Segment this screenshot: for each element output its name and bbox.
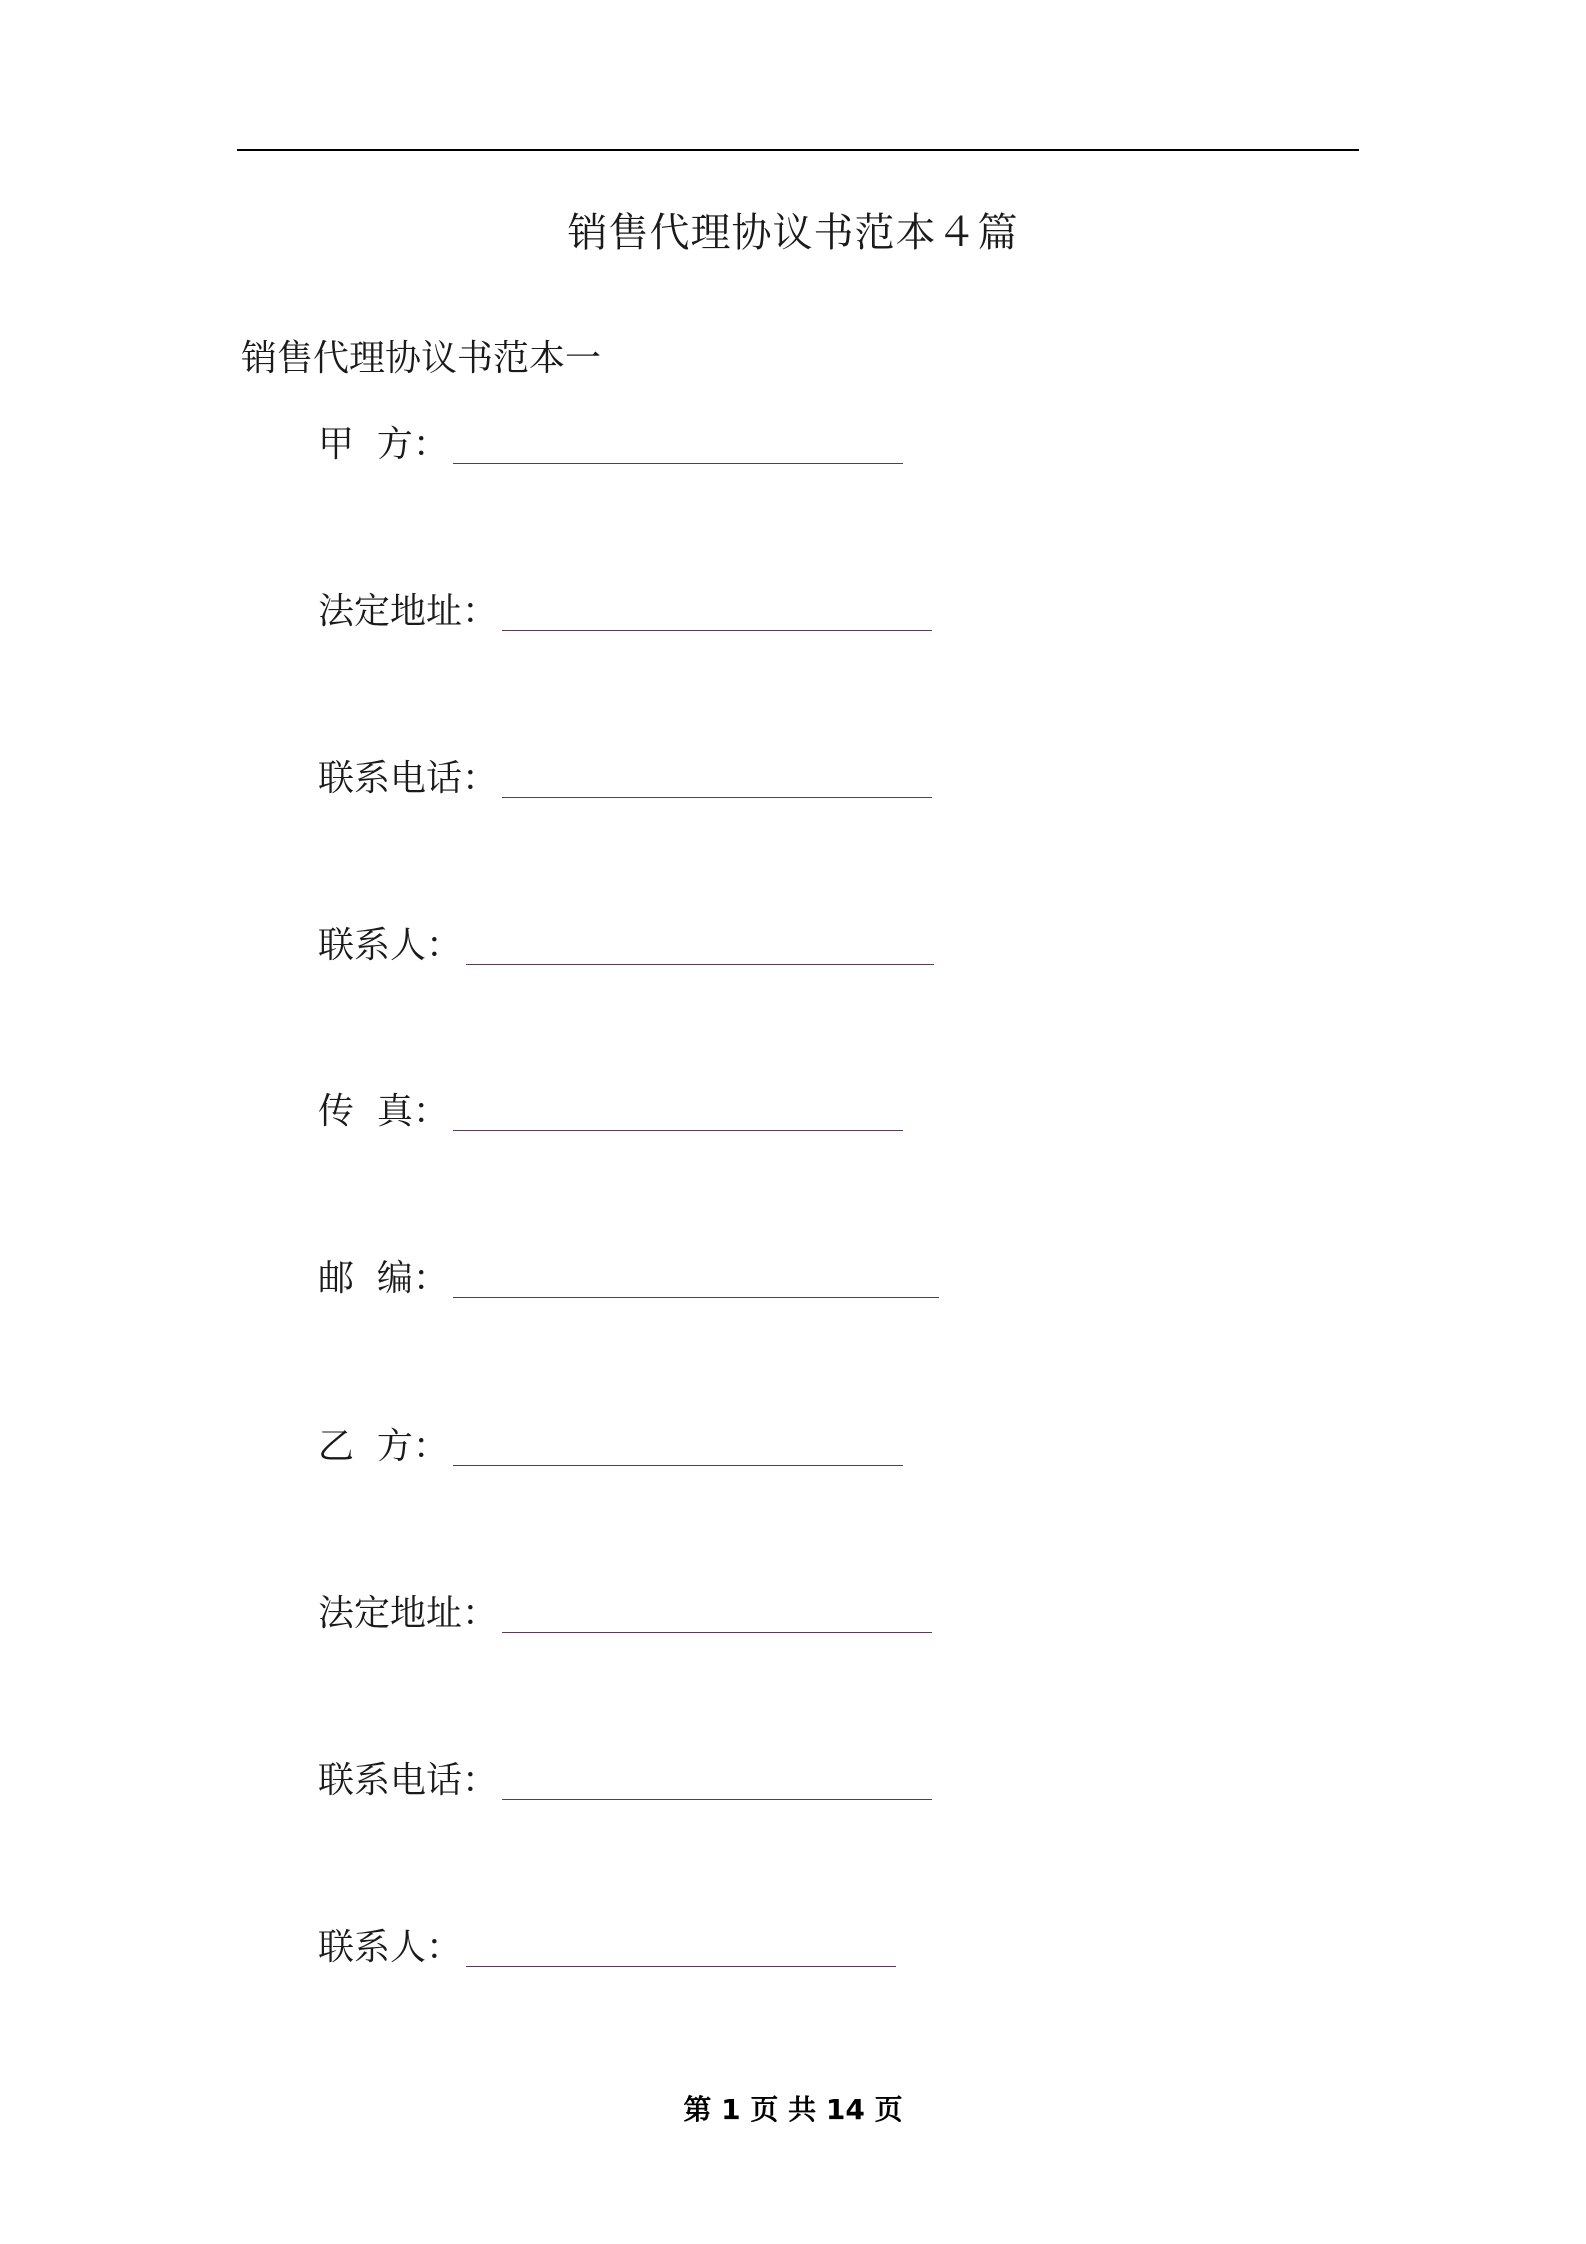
- section-heading: 销售代理协议书范本一: [241, 338, 602, 379]
- party-b-address-field: [318, 1583, 932, 1639]
- party-b-address-label: 法定地址：: [318, 1593, 499, 1634]
- party-a-contact-label: 联系人：: [318, 925, 463, 966]
- party-a-phone-label: 联系电话：: [318, 758, 499, 799]
- page-number-footer: 第 1 页 共 14 页: [683, 2093, 903, 2126]
- party-b-address-input-line[interactable]: [502, 1632, 932, 1633]
- party-a-postcode-input-line[interactable]: [453, 1297, 939, 1298]
- party-a-contact-field: [318, 915, 934, 971]
- party-a-field: [318, 414, 903, 470]
- party-a-postcode-field: [318, 1248, 939, 1304]
- party-a-address-input-line[interactable]: [502, 630, 932, 631]
- party-b-contact-input-line[interactable]: [466, 1966, 896, 1967]
- party-a-contact-input-line[interactable]: [466, 964, 934, 965]
- party-a-input-line[interactable]: [453, 463, 903, 464]
- party-b-phone-field: [318, 1750, 932, 1806]
- party-a-phone-input-line[interactable]: [502, 797, 932, 798]
- party-b-phone-label: 联系电话：: [318, 1760, 499, 1801]
- party-b-input-line[interactable]: [453, 1465, 903, 1466]
- header-rule: [237, 149, 1359, 151]
- party-a-fax-label: 传 真：: [318, 1091, 449, 1132]
- party-b-contact-field: [318, 1917, 896, 1973]
- party-a-fax-input-line[interactable]: [453, 1130, 903, 1131]
- party-a-fax-field: [318, 1081, 903, 1137]
- party-a-address-label: 法定地址：: [318, 591, 499, 632]
- party-b-label: 乙 方：: [318, 1426, 449, 1467]
- party-a-phone-field: [318, 748, 932, 804]
- party-b-field: [318, 1416, 903, 1472]
- document-title: 销售代理协议书范本４篇: [567, 210, 1019, 256]
- party-a-postcode-label: 邮 编：: [318, 1258, 449, 1299]
- party-a-label: 甲 方：: [318, 424, 449, 465]
- party-b-phone-input-line[interactable]: [502, 1799, 932, 1800]
- party-a-address-field: [318, 581, 932, 637]
- party-b-contact-label: 联系人：: [318, 1927, 463, 1968]
